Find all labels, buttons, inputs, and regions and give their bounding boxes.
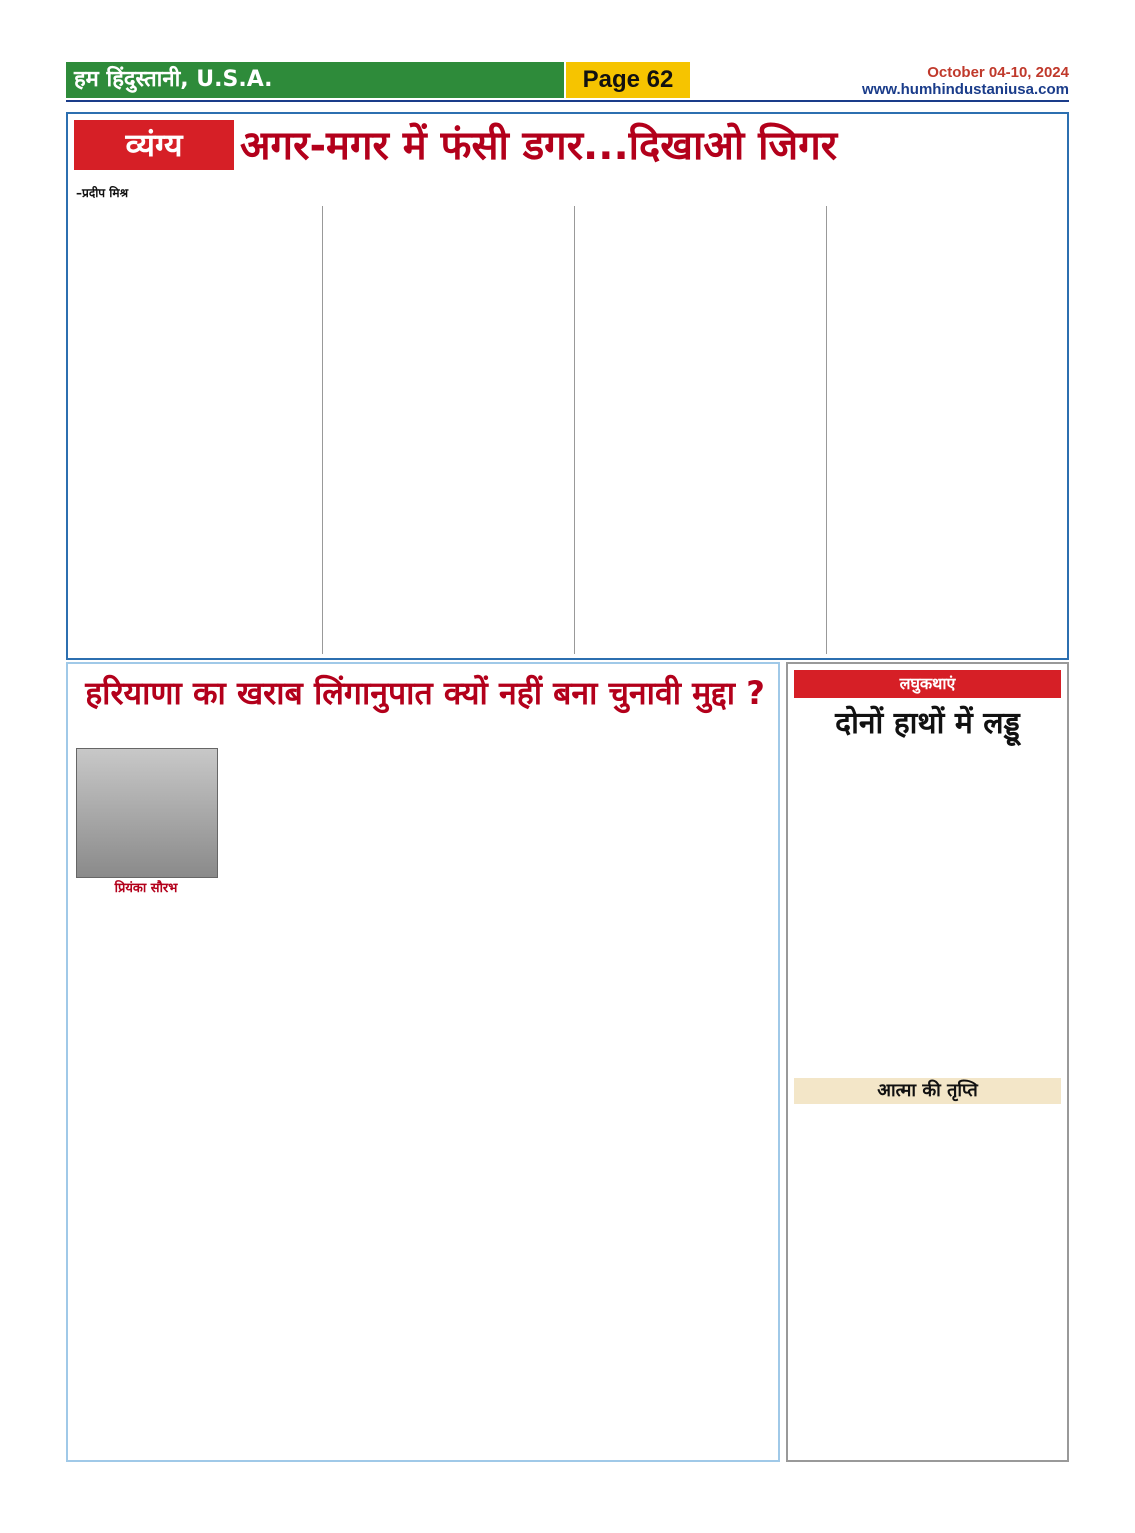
column-divider (574, 206, 575, 654)
feature-article (66, 662, 780, 1462)
issue-date: October 04-10, 2024 (927, 64, 1069, 81)
satire-col-4 (834, 206, 1062, 654)
story1-title: दोनों हाथों में लड्डू (835, 706, 1020, 741)
feature-col-2 (428, 720, 774, 1096)
satire-article (66, 112, 1069, 660)
publication-name: हम हिंदुस्तानी, U.S.A. (66, 62, 564, 98)
short-stories-sidebar (786, 662, 1069, 1462)
section-label: लघुकथाएं (794, 670, 1061, 698)
author-description (76, 896, 216, 940)
page-number: Page 62 (566, 62, 690, 98)
masthead (0, 62, 1135, 98)
author-name: प्रियंका सौरभ (114, 881, 178, 896)
column-divider (826, 206, 827, 654)
satire-col-1 (74, 206, 314, 654)
satire-body (74, 206, 1062, 654)
story2-title: आत्मा की तृप्ति (794, 1078, 1061, 1104)
satire-byline: –प्रदीप मिश्र (76, 186, 129, 200)
story1-body (794, 752, 1061, 1052)
column-divider (322, 206, 323, 654)
feature-col-3 (76, 1104, 422, 1456)
masthead-rule (66, 100, 1069, 102)
story2-body (794, 1110, 1061, 1410)
feature-col-4 (428, 1104, 774, 1456)
satire-headline: अगर-मगर में फंसी डगर...दिखाओ जिगर (240, 123, 838, 169)
satire-col-3 (582, 206, 818, 654)
author-photo (76, 748, 218, 878)
website-link[interactable]: www.humhindustaniusa.com (862, 81, 1069, 98)
issue-info (862, 64, 1069, 98)
satire-tag: व्यंग्य (74, 120, 234, 170)
feature-intro (224, 720, 414, 1050)
satire-col-2 (330, 206, 566, 654)
feature-headline: हरियाणा का खराब लिंगानुपात क्यों नहीं बना चुनावी मुद्दा ? (85, 674, 765, 712)
